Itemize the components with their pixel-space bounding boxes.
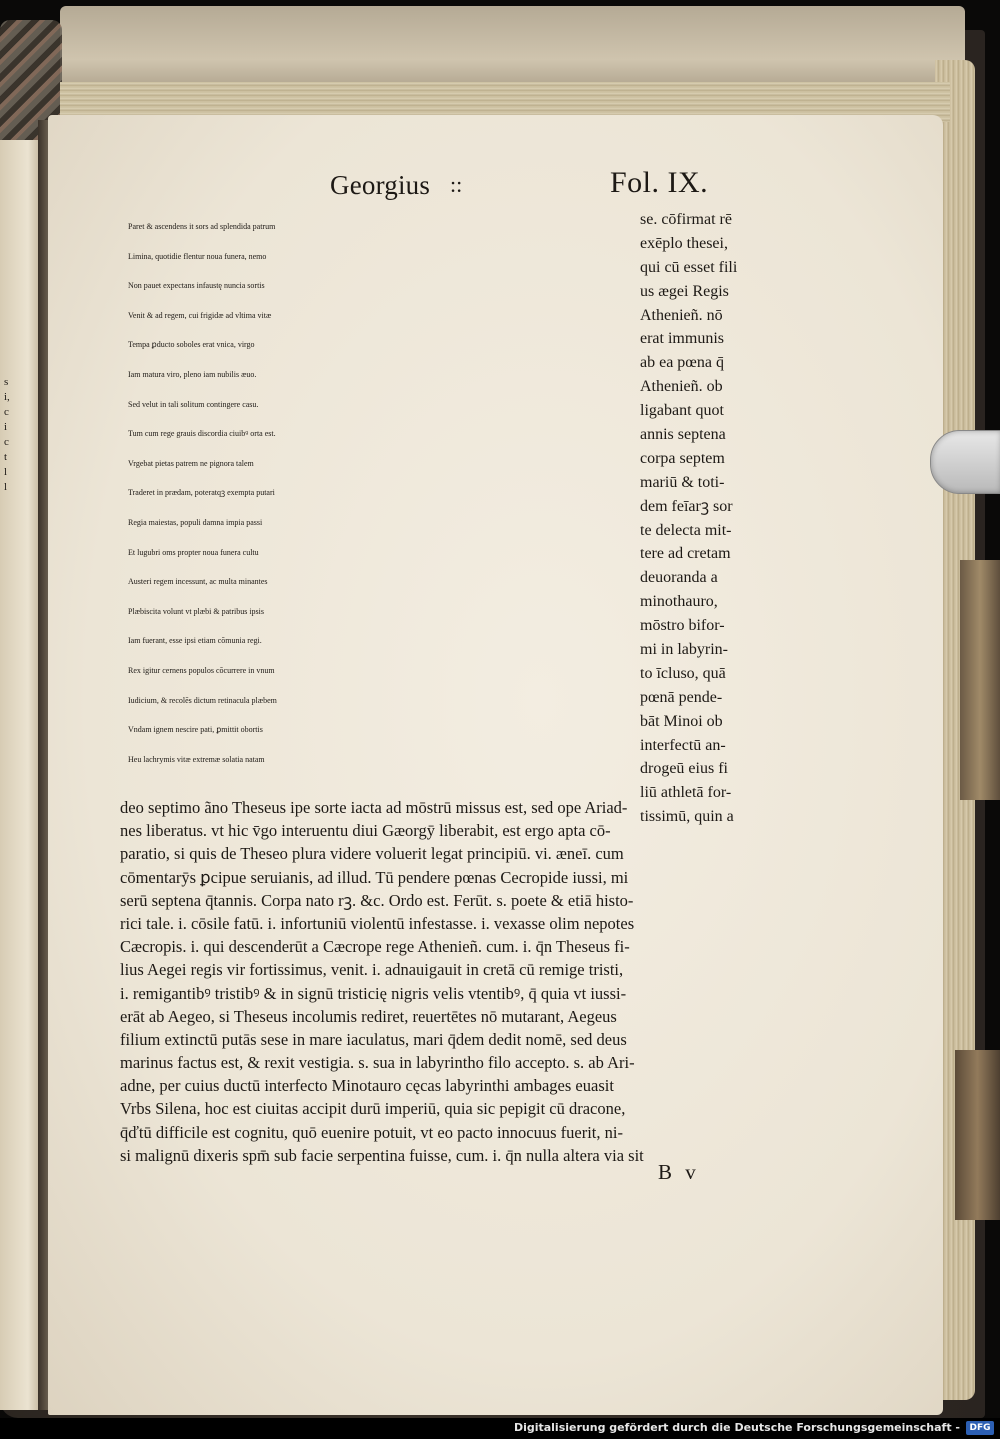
gloss-line: ab ea pœna q̄ [640, 354, 724, 372]
gloss-line: interfectū an- [640, 736, 726, 754]
gloss-line: us ægei Regis [640, 282, 729, 300]
marginal-gloss [640, 208, 780, 829]
gloss-line: drogeū eius fi [640, 760, 728, 778]
left-page-edge [0, 140, 40, 1410]
verse-line: Et lugubri oms propter noua funera cultu [128, 547, 259, 557]
verse-line: Sed velut in tali solitum contingere casu. [128, 399, 259, 409]
gloss-line: to īcluso, quā [640, 664, 726, 682]
verse-line: Paret & ascendens it sors ad splendida patrum [128, 222, 276, 231]
commentary-line: paratio, si quis de Theseo plura videre voluerit legat principiū. vi. æneī. cum [120, 844, 624, 864]
left-page-marginalia [4, 375, 34, 495]
commentary-line: i. remigantibꝰ tristibꝰ & in signū tristicię nigris velis vtentibꝰ, q̄ quia vt iussi- [120, 983, 627, 1003]
gloss-line: mi in labyrin- [640, 641, 728, 659]
verse-line: Austeri regem incessunt, ac multa minantes [128, 577, 268, 587]
verse-line: Iam matura viro, pleno iam nubilis æuo. [128, 369, 257, 379]
left-page-mark: i, [4, 391, 10, 403]
gloss-line: deuoranda a [640, 569, 718, 587]
commentary-line: rici tale. i. cōsile fatū. i. infortuniū violentū infestasse. i. vexasse olim nepotes [120, 913, 635, 933]
commentary-line: Cæcropis. i. qui descenderūt a Cæcrope rege Athenieñ. cum. i. q̄n Theseus fi- [120, 937, 630, 957]
verse-line: Non pauet expectans infaustę nuncia sortis [128, 281, 265, 291]
gloss-line: qui cū esset fili [640, 258, 738, 276]
left-page-mark: c [4, 436, 9, 448]
folio-number: Fol. IX. [610, 166, 709, 199]
verse-line: Traderet in prædam, poteratqꝫ exempta putari [128, 488, 275, 498]
gloss-line: corpa septem [640, 449, 725, 467]
verse-line: Vrgebat pietas patrem ne pignora talem [128, 458, 254, 468]
left-page-mark: c [4, 406, 9, 418]
commentary-line: marinus factus est, & rexit vestigia. s. sua in labyrintho filo accepto. s. ab Ari- [120, 1053, 635, 1073]
gloss-line: pœnā pende- [640, 688, 723, 706]
running-head-separator: :: [450, 172, 463, 197]
verse-line: Iudicium, & recolēs dictum retinacula plæbem [128, 695, 277, 705]
commentary-line: si malignū dixeris spm̄ sub facie serpentina fuisse, cum. i. q̄n nulla altera via sit [120, 1145, 644, 1165]
verse-line: Venit & ad regem, cui frigidæ ad vltima vitæ [128, 310, 272, 320]
gloss-line: erat immunis [640, 330, 724, 348]
footer-bar [0, 1418, 1000, 1439]
gloss-line: ligabant quot [640, 402, 724, 420]
running-head: Georgius [330, 170, 431, 200]
left-page-mark: l [4, 481, 8, 493]
gloss-line: Athenieñ. nō [640, 306, 723, 324]
gloss-line: se. cōfirmat rē [640, 211, 732, 228]
verse-line: Plæbiscita volunt vt plæbi & patribus ipsis [128, 606, 265, 616]
gloss-line: mariū & toti- [640, 473, 725, 491]
footer-credit: Digitalisierung gefördert durch die Deutsche Forschungsgemeinschaft - [513, 1421, 960, 1434]
commentary-line: adne, per cuius ductū interfecto Minotauro cęcas labyrinthi ambages euasit [120, 1076, 614, 1096]
left-page-mark: s [4, 376, 9, 388]
leather-strap [960, 560, 1000, 800]
verse-block [128, 212, 648, 774]
signature-mark: B v [658, 1160, 700, 1184]
gloss-line: liū athletā for- [640, 784, 732, 802]
verse-line: Limina, quotidie flentur noua funera, nemo [128, 251, 267, 261]
verse-line: Regia maiestas, populi damna impia passi [128, 517, 263, 527]
commentary-line: erāt ab Aegeo, si Theseus incolumis rediret, reuertētes nō mutarant, Aegeus [120, 1006, 617, 1026]
commentary-line: filium extinctū putās sese in mare iaculatus, mari q̄dem dedit nomē, sed deus [120, 1029, 627, 1049]
dfg-logo: DFG [966, 1421, 994, 1435]
leather-strap-lower [955, 1050, 1000, 1220]
commentary-line: serū septena q̄tannis. Corpa nato rꝫ. &c. Ordo est. Ferūt. s. poete & etiā histo- [120, 890, 634, 910]
left-page-mark: l [4, 466, 8, 478]
verse-line: Tum cum rege grauis discordia ciuibꝰ orta est. [128, 429, 276, 439]
commentary-block [120, 796, 780, 1167]
gloss-line: tere ad cretam [640, 545, 731, 563]
commentary-line: nes liberatus. vt hic v̄go interuentu diui Gæorgȳ liberabit, est ergo apta cō- [120, 821, 611, 841]
gloss-line: bāt Minoi ob [640, 712, 723, 730]
gloss-line: dem feīarꝫ sor [640, 497, 733, 515]
left-page-mark: t [4, 451, 8, 463]
gloss-line: Athenieñ. ob [640, 378, 723, 396]
left-page-mark: i [4, 421, 8, 433]
commentary-line: lius Aegei regis vir fortissimus, venit. i. adnauigauit in cretā cū remige tristi, [120, 960, 624, 980]
verse-line: Tempa ꝑducto soboles erat vnica, virgo [128, 340, 255, 350]
gloss-line: mōstro bifor- [640, 617, 725, 635]
commentary-line: Vrbs Silena, hoc est ciuitas accipit durū imperiū, quia sic pepigit cū dracone, [120, 1099, 626, 1119]
commentary-line: q̄ďtū difficile est cognitu, quō euenire potuit, vt eo pacto innocuus fuerit, ni- [120, 1122, 623, 1142]
page-holder-clip [930, 430, 1000, 494]
verse-line: Heu lachrymis vitæ extremæ solatia natam [128, 754, 265, 764]
commentary-line: cōmentarȳs ꝑcipue seruianis, ad illud. Tū pendere pœnas Cecropide iussi, mi [120, 867, 629, 887]
verse-line: Iam fuerant, esse ipsi etiam cōmunia regi. [128, 636, 262, 646]
verse-line: Rex igitur cernens populos cōcurrere in vnum [128, 665, 275, 675]
gloss-line: exēplo thesei, [640, 234, 728, 252]
gloss-line: te delecta mit- [640, 521, 732, 539]
gloss-line: annis septena [640, 426, 726, 444]
gloss-line: tissimū, quin a [640, 808, 734, 826]
commentary-line: deo septimo ãno Theseus ipe sorte iacta ad mōstrū missus est, sed ope Ariad- [120, 798, 628, 817]
verse-line: Vndam ignem nescire pati, ꝑmittit obortis [128, 725, 263, 735]
gloss-line: minothauro, [640, 593, 718, 611]
